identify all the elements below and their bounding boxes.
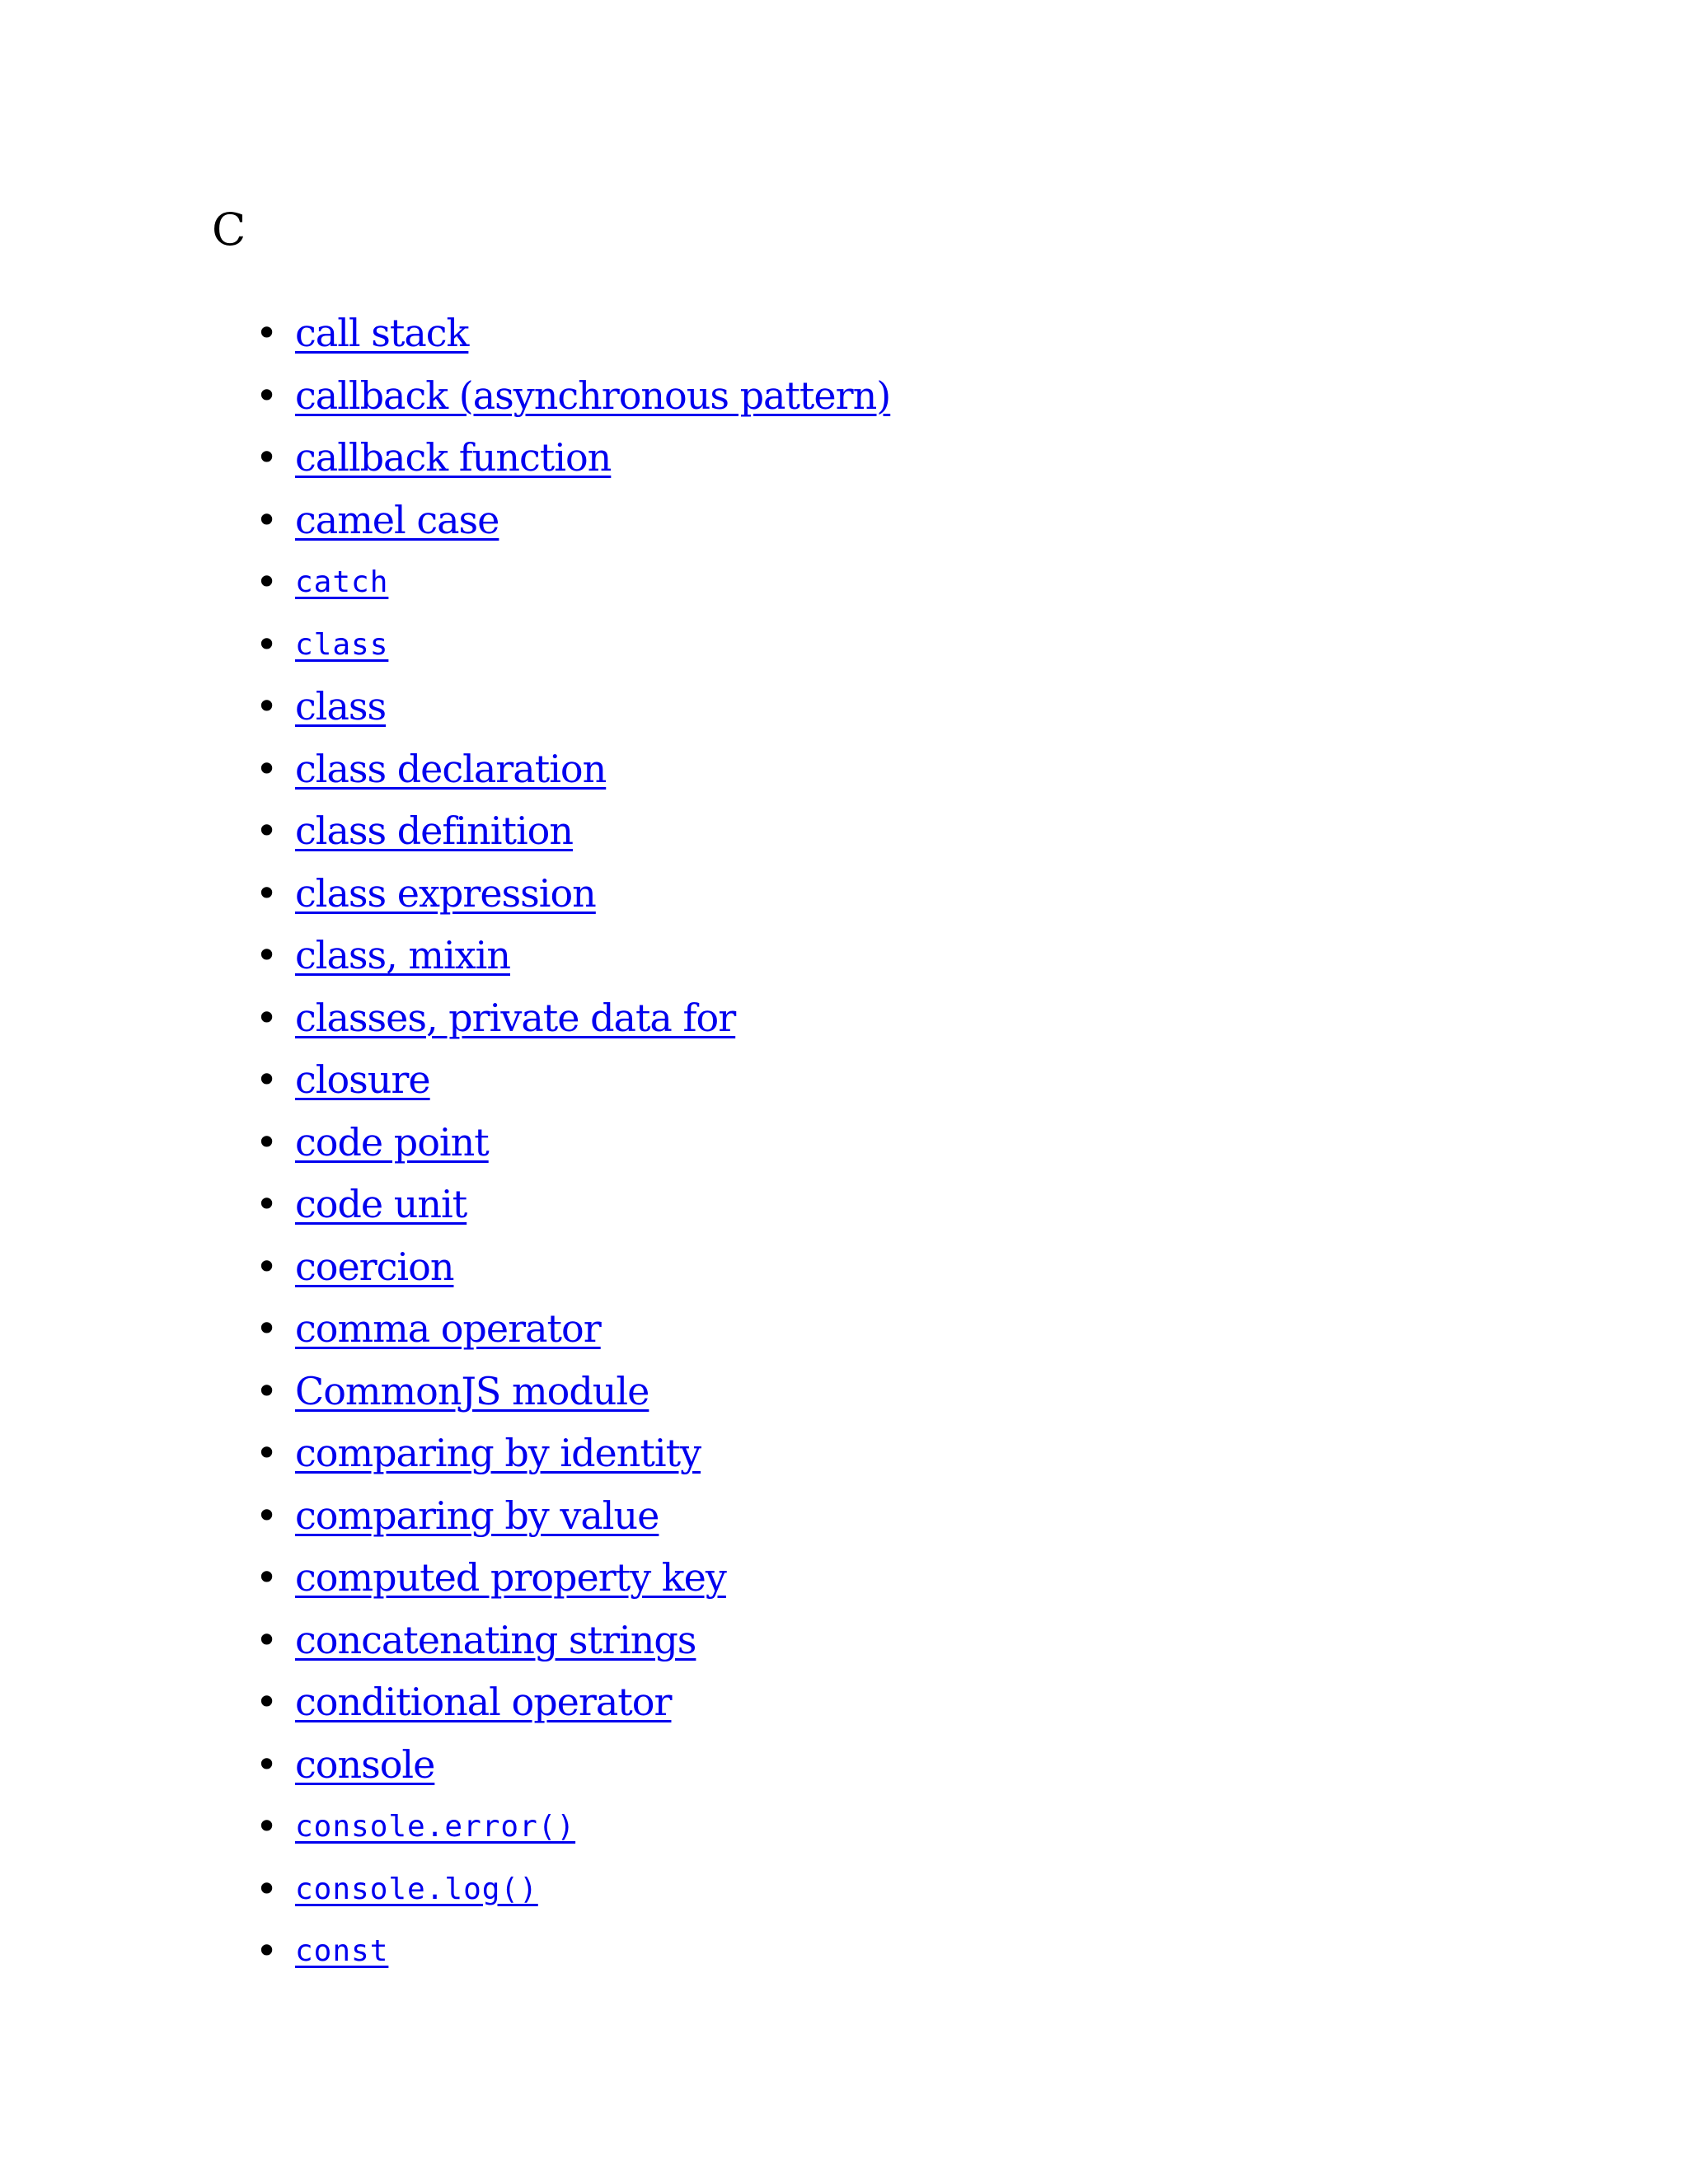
bullet-icon: • — [256, 497, 279, 542]
bullet-icon: • — [256, 1555, 279, 1600]
index-entry — [256, 1610, 890, 1672]
index-entry — [256, 1796, 890, 1858]
index-entry — [256, 800, 890, 863]
index-link[interactable]: const — [295, 1934, 389, 1968]
bullet-icon: • — [256, 1057, 279, 1102]
index-entry — [256, 614, 890, 677]
index-link[interactable]: computed property key — [295, 1555, 726, 1600]
bullet-icon: • — [256, 808, 279, 853]
bullet-icon: • — [256, 1119, 279, 1165]
bullet-icon: • — [256, 870, 279, 916]
index-list — [256, 302, 891, 1983]
bullet-icon: • — [256, 621, 279, 667]
index-entry — [256, 1298, 890, 1361]
index-link[interactable]: comparing by value — [295, 1493, 659, 1538]
bullet-icon: • — [256, 1617, 279, 1662]
bullet-icon: • — [256, 746, 279, 791]
bullet-icon: • — [256, 1306, 279, 1351]
index-entry — [256, 738, 890, 801]
index-link[interactable]: catch — [295, 565, 389, 599]
index-link[interactable]: conditional operator — [295, 1680, 672, 1724]
index-link[interactable]: comma operator — [295, 1306, 601, 1351]
index-entry — [256, 1174, 890, 1236]
bullet-icon: • — [256, 1804, 279, 1849]
index-link[interactable]: camel case — [295, 497, 499, 542]
index-entry — [256, 1485, 890, 1548]
index-link[interactable]: console.error() — [295, 1810, 576, 1844]
index-entry — [256, 551, 890, 614]
index-link[interactable]: class — [295, 627, 389, 662]
index-entry — [256, 987, 890, 1050]
bullet-icon: • — [256, 1680, 279, 1724]
index-entry — [256, 1734, 890, 1797]
index-entry — [256, 427, 890, 490]
index-link[interactable]: call stack — [295, 311, 469, 355]
bullet-icon: • — [256, 684, 279, 729]
index-entry — [256, 1112, 890, 1174]
bullet-icon: • — [256, 1368, 279, 1413]
bullet-icon: • — [256, 1741, 279, 1787]
bullet-icon: • — [256, 1182, 279, 1226]
index-link[interactable]: console — [295, 1741, 435, 1787]
index-entry — [256, 863, 890, 926]
index-link[interactable]: classes, private data for — [295, 995, 736, 1040]
index-entry — [256, 490, 890, 552]
bullet-icon: • — [256, 435, 279, 480]
index-entry — [256, 925, 890, 987]
index-entry — [256, 302, 890, 365]
bullet-icon: • — [256, 560, 279, 604]
index-link[interactable]: class expression — [295, 870, 596, 916]
index-entry — [256, 1049, 890, 1112]
section-heading: C — [212, 204, 246, 255]
index-link[interactable]: coercion — [295, 1244, 454, 1289]
index-link[interactable]: code unit — [295, 1182, 467, 1226]
index-entry — [256, 1858, 890, 1921]
index-entry — [256, 1236, 890, 1299]
bullet-icon: • — [256, 1866, 279, 1911]
index-entry — [256, 1547, 890, 1610]
index-link[interactable]: console.log() — [295, 1872, 538, 1906]
index-link[interactable]: CommonJS module — [295, 1368, 649, 1413]
index-link[interactable]: code point — [295, 1119, 489, 1165]
index-entry — [256, 676, 890, 738]
bullet-icon: • — [256, 995, 279, 1040]
index-link[interactable]: callback (asynchronous pattern) — [295, 373, 891, 418]
index-link[interactable]: callback function — [295, 435, 612, 480]
bullet-icon: • — [256, 1493, 279, 1538]
index-entry — [256, 1361, 890, 1423]
bullet-icon: • — [256, 1244, 279, 1289]
index-link[interactable]: concatenating strings — [295, 1617, 696, 1662]
index-link[interactable]: class declaration — [295, 746, 607, 791]
bullet-icon: • — [256, 373, 279, 418]
bullet-icon: • — [256, 311, 279, 355]
index-link[interactable]: closure — [295, 1057, 430, 1102]
index-entry — [256, 365, 891, 428]
bullet-icon: • — [256, 1431, 279, 1475]
index-link[interactable]: class — [295, 684, 387, 729]
index-entry — [256, 1671, 890, 1734]
index-entry — [256, 1422, 890, 1485]
index-link[interactable]: class definition — [295, 808, 573, 853]
index-link[interactable]: class, mixin — [295, 933, 510, 977]
bullet-icon: • — [256, 1929, 279, 1973]
index-link[interactable]: comparing by identity — [295, 1431, 701, 1475]
bullet-icon: • — [256, 933, 279, 977]
index-entry — [256, 1920, 890, 1983]
